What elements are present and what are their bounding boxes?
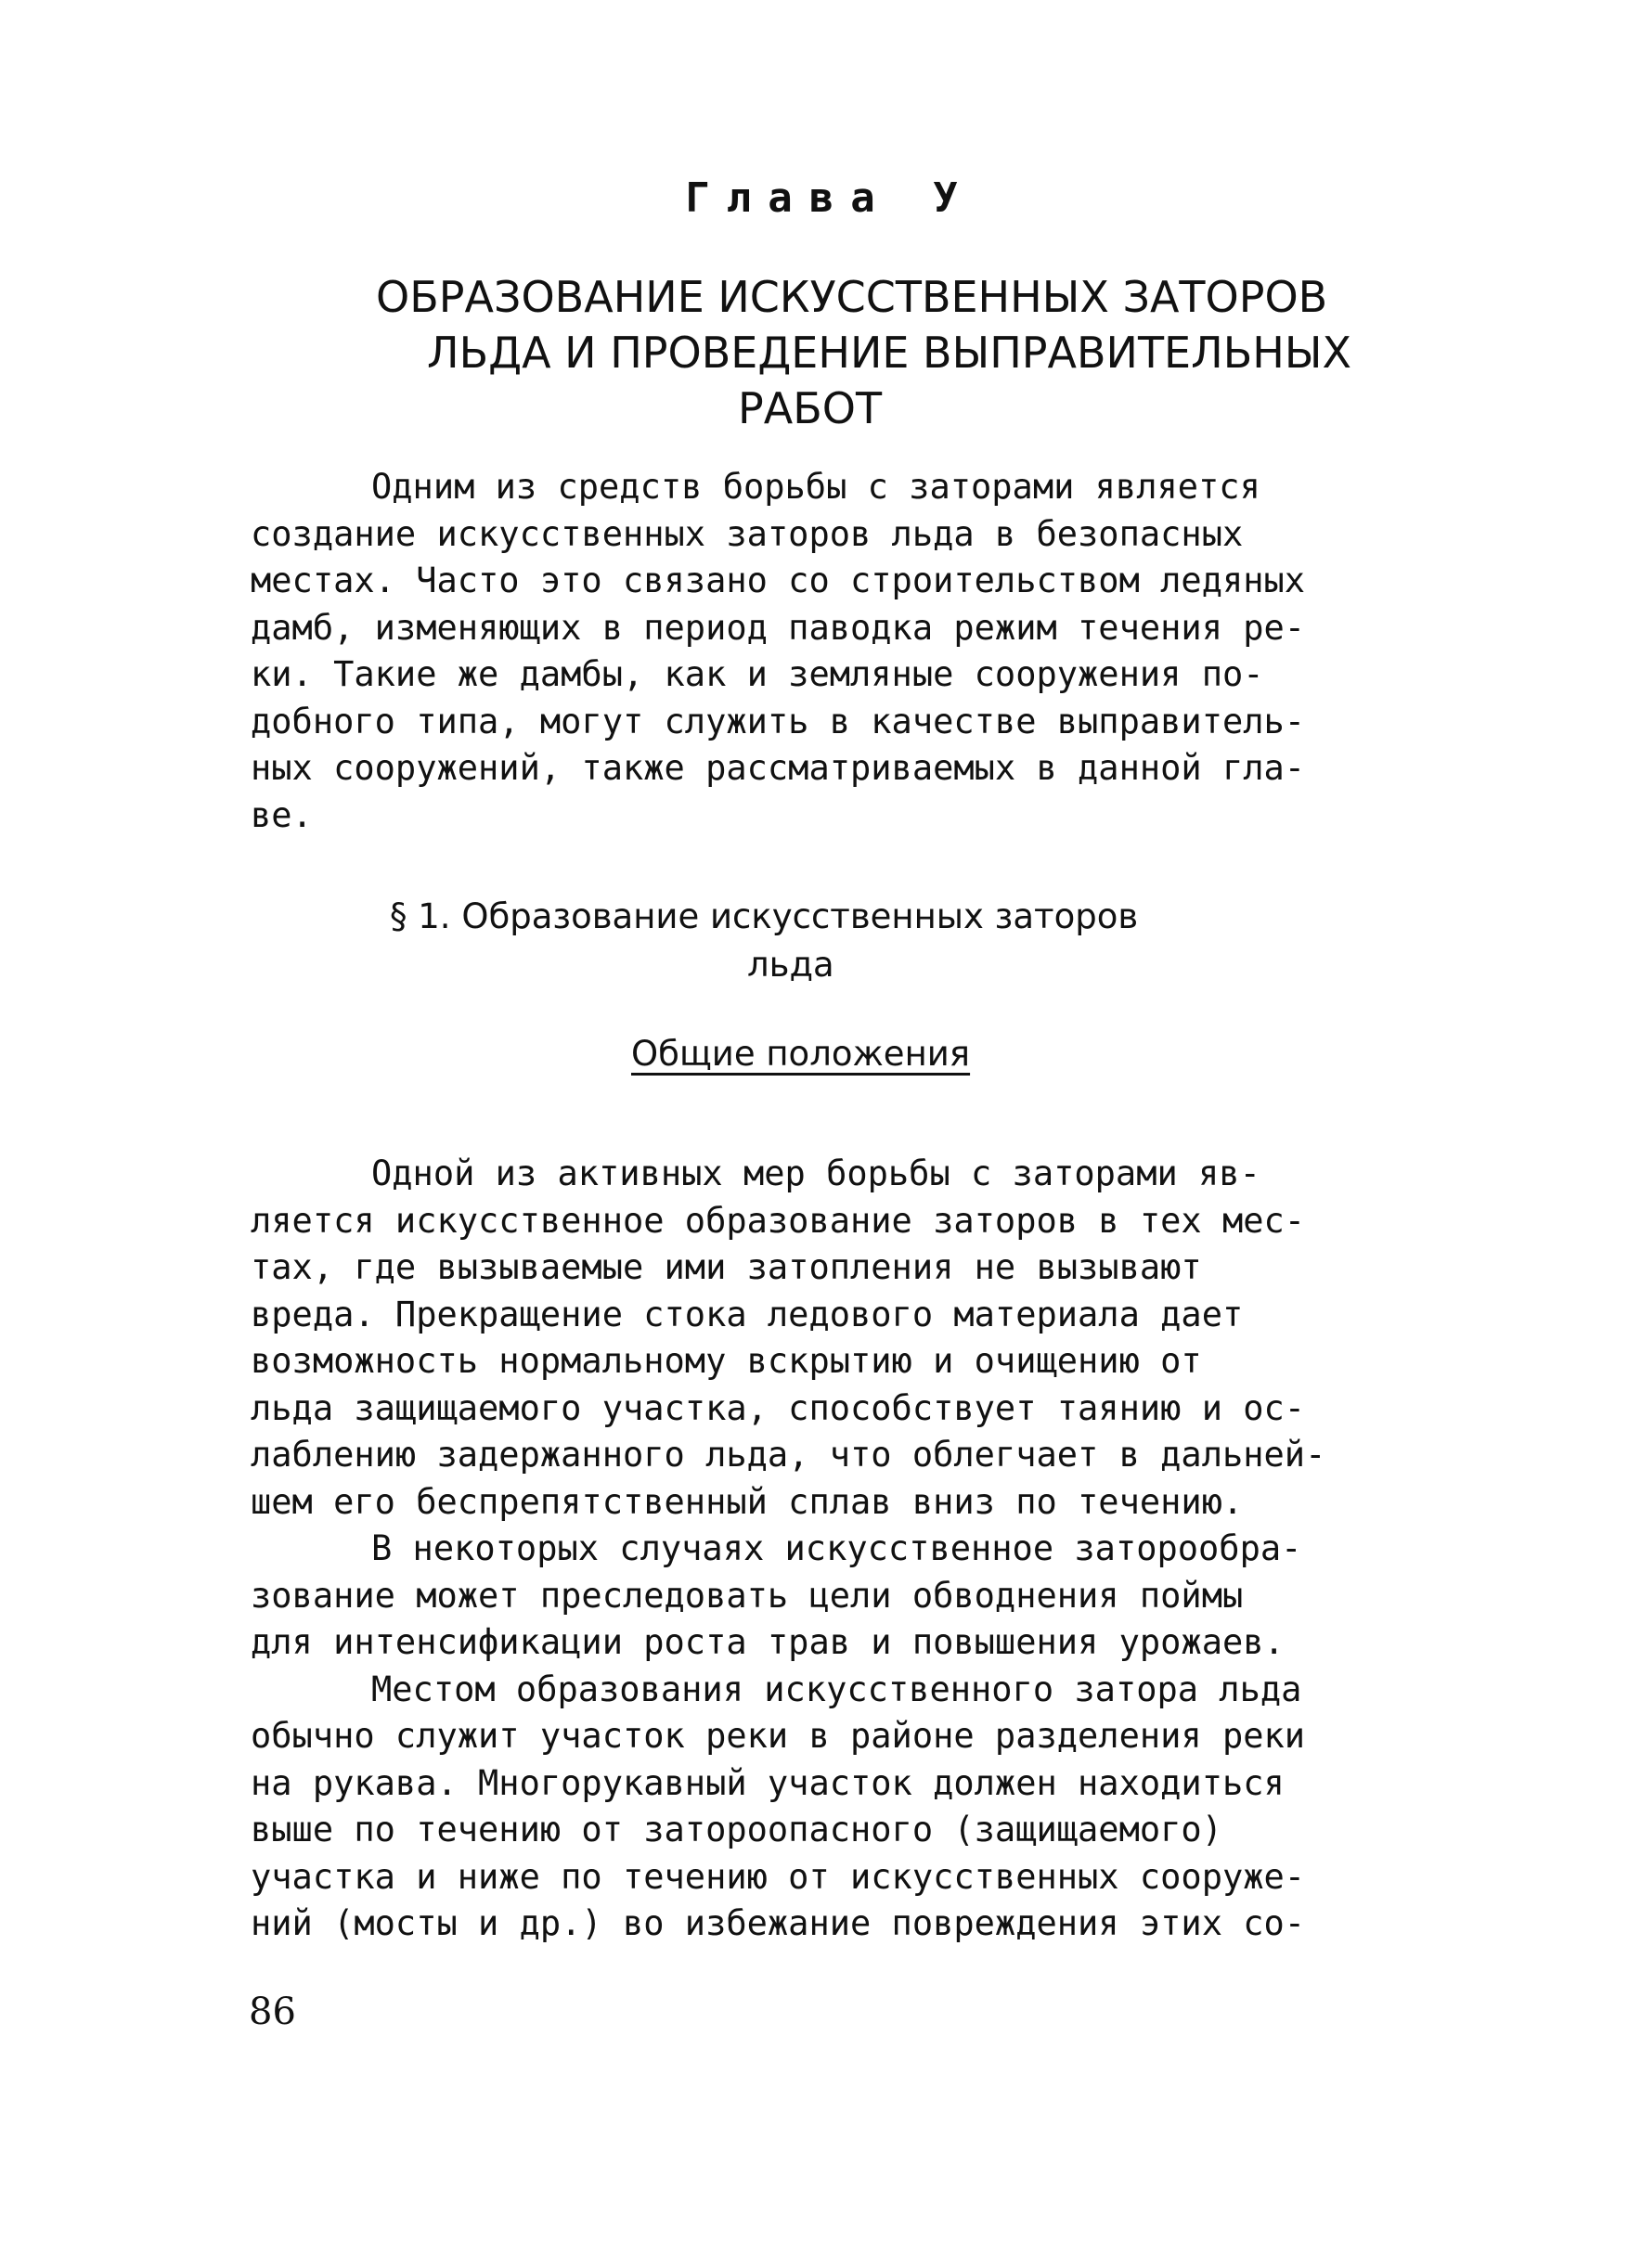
text-line: участка и ниже по течению от искусственных сооруже- (251, 1856, 1306, 1897)
text-line: вреда. Прекращение стока ледового материала дает (251, 1294, 1244, 1334)
text-line: добного типа, могут служить в качестве выправитель- (251, 701, 1306, 741)
subheading: Общие положения (631, 1034, 971, 1074)
text-line: выше по течению от заторoопасного (защищаемого) (251, 1810, 1222, 1849)
section-title (0, 893, 1641, 989)
text-line: обычно служит участок реки в районе разделения реки (251, 1716, 1306, 1756)
text-line: ных сооружений, также рассматриваемых в данной гла- (251, 748, 1306, 788)
chapter-title-line: ЛЬДА И ПРОВЕДЕНИЕ ВЫПРАВИТЕЛЬНЫХ (427, 328, 1351, 378)
text-line: Местом образования искусственного затора льда (371, 1669, 1302, 1709)
text-line: ве. (251, 794, 313, 835)
text-line: ний (мосты и др.) во избежание повреждения этих со- (251, 1903, 1306, 1943)
chapter-title (306, 269, 1420, 436)
text-line: льда защищаемого участка, способствует таянию и ос- (251, 1387, 1306, 1428)
text-line: Одним из средств борьбы с заторами является (371, 467, 1260, 507)
text-line: местах. Часто это связано со строительством ледяных (251, 561, 1306, 600)
chapter-label: Глава У (685, 174, 975, 222)
text-line: создание искусственных заторов льда в безопасных (251, 513, 1244, 554)
text-line: ки. Такие же дамбы, как и земляные сооружения по- (251, 654, 1264, 694)
section-title-line: § 1. Образование искусственных заторов (390, 896, 1139, 936)
text-line: для интенсификации роста трав и повышения урожаев. (251, 1622, 1285, 1662)
text-line: ляется искусственное образование заторов в тех мес- (251, 1200, 1306, 1241)
text-line: тах, где вызываемые ими затопления не вызывают (251, 1247, 1202, 1287)
text-line: шем его беспрепятственный сплав вниз по течению. (251, 1481, 1244, 1522)
intro-paragraph (251, 464, 1439, 839)
text-line: дамб, изменяющих в период паводка режим течения ре- (251, 607, 1306, 648)
text-line: лаблению задержанного льда, что облегчает в дальней- (251, 1435, 1326, 1475)
body-paragraphs (251, 1151, 1439, 1948)
page-number: 86 (249, 1991, 296, 2033)
chapter-title-line: ОБРАЗОВАНИЕ ИСКУССТВЕННЫХ ЗАТОРОВ (376, 272, 1328, 322)
text-line: Одной из активных мер борьбы с заторами яв- (371, 1153, 1260, 1193)
text-line: на рукава. Многорукавный участок должен находиться (251, 1762, 1285, 1803)
section-title-line: льда (747, 945, 834, 985)
text-line: возможность нормальному вскрытию и очищению от (251, 1341, 1202, 1381)
chapter-title-line: РАБОТ (738, 383, 883, 433)
text-line: В некоторых случаях искусственное заторообра- (371, 1528, 1302, 1568)
text-line: зование может преследовать цели обводнения поймы (251, 1575, 1244, 1616)
